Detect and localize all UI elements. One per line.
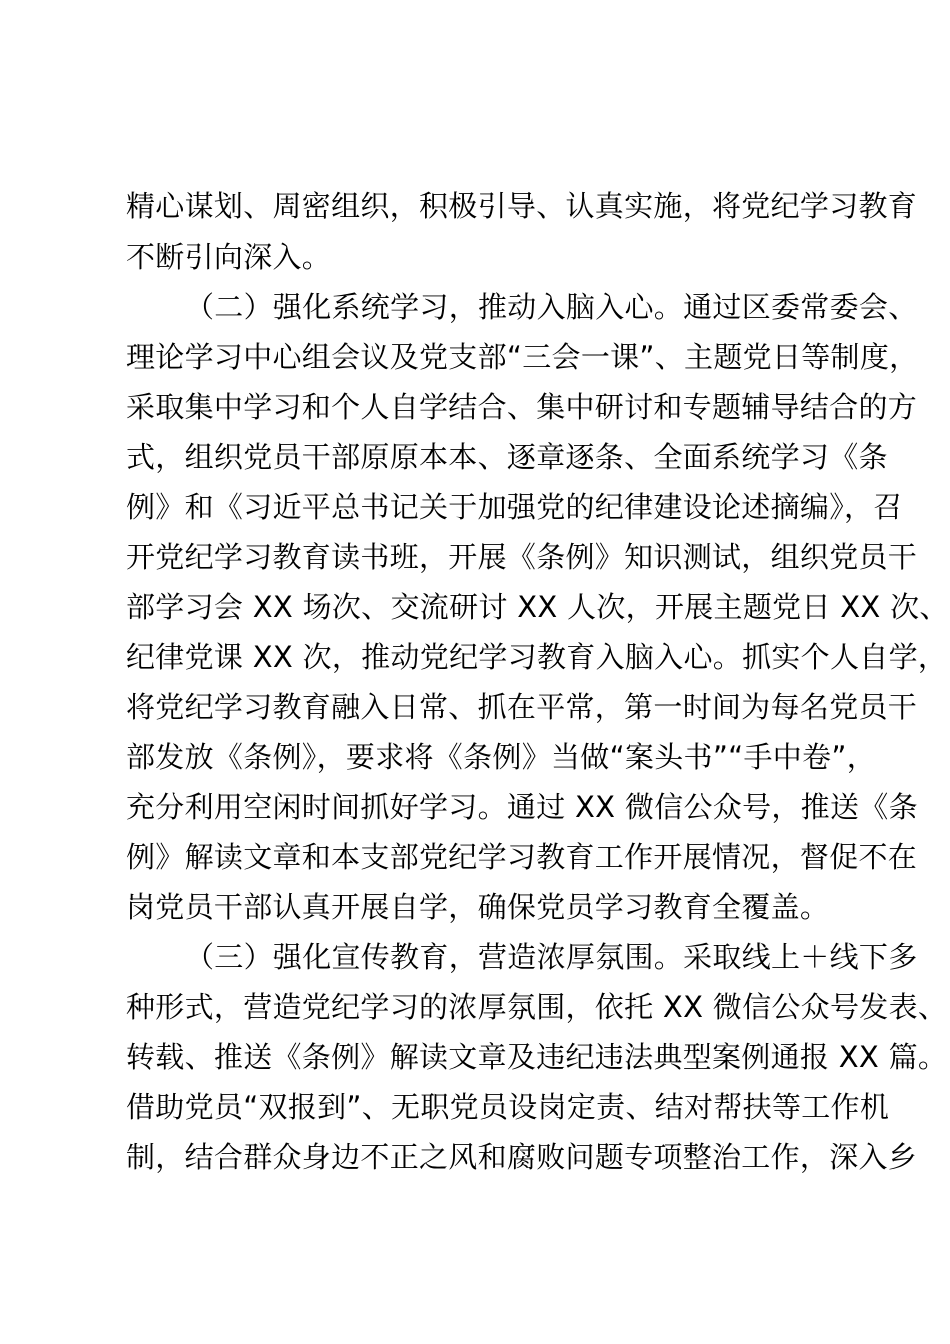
text-line: 部发放《条例》，要求将《条例》当做“案头书”“手中卷”， <box>126 740 876 774</box>
text-line: 纪律党课 XX 次，推动党纪学习教育入脑入心。抓实个人自学， <box>126 640 948 674</box>
text-line: 精心谋划、周密组织，积极引导、认真实施，将党纪学习教育 <box>126 189 918 223</box>
text-line: 式，组织党员干部原原本本、逐章逐条、全面系统学习《条 <box>126 440 888 474</box>
text-line: 充分利用空闲时间抓好学习。通过 XX 微信公众号，推送《条 <box>126 790 918 824</box>
text-line: 理论学习中心组会议及党支部“三会一课”、主题党日等制度， <box>126 340 919 374</box>
text-line: 采取集中学习和个人自学结合、集中研讨和专题辅导结合的方 <box>126 390 918 424</box>
paragraph-heading-line: （三）强化宣传教育，营造浓厚氛围。采取线上＋线下多 <box>185 940 918 974</box>
paragraph-heading-line: （二）强化系统学习，推动入脑入心。通过区委常委会、 <box>185 290 918 324</box>
text-line: 例》解读文章和本支部党纪学习教育工作开展情况，督促不在 <box>126 840 918 874</box>
text-line: 部学习会 XX 场次、交流研讨 XX 人次，开展主题党日 XX 次、 <box>126 590 949 624</box>
text-line: 不断引向深入。 <box>126 240 332 274</box>
text-line: 种形式，营造党纪学习的浓厚氛围，依托 XX 微信公众号发表、 <box>126 990 948 1024</box>
text-line: 开党纪学习教育读书班，开展《条例》知识测试，组织党员干 <box>126 540 918 574</box>
text-line: 借助党员“双报到”、无职党员设岗定责、结对帮扶等工作机 <box>126 1090 890 1124</box>
text-line: 例》和《习近平总书记关于加强党的纪律建设论述摘编》，召 <box>126 490 903 524</box>
text-line: 将党纪学习教育融入日常、抓在平常，第一时间为每名党员干 <box>126 690 918 724</box>
text-line: 转载、推送《条例》解读文章及违纪违法典型案例通报 XX 篇。 <box>126 1040 948 1074</box>
text-line: 岗党员干部认真开展自学，确保党员学习教育全覆盖。 <box>126 890 830 924</box>
text-line: 制，结合群众身边不正之风和腐败问题专项整治工作，深入乡 <box>126 1140 918 1174</box>
